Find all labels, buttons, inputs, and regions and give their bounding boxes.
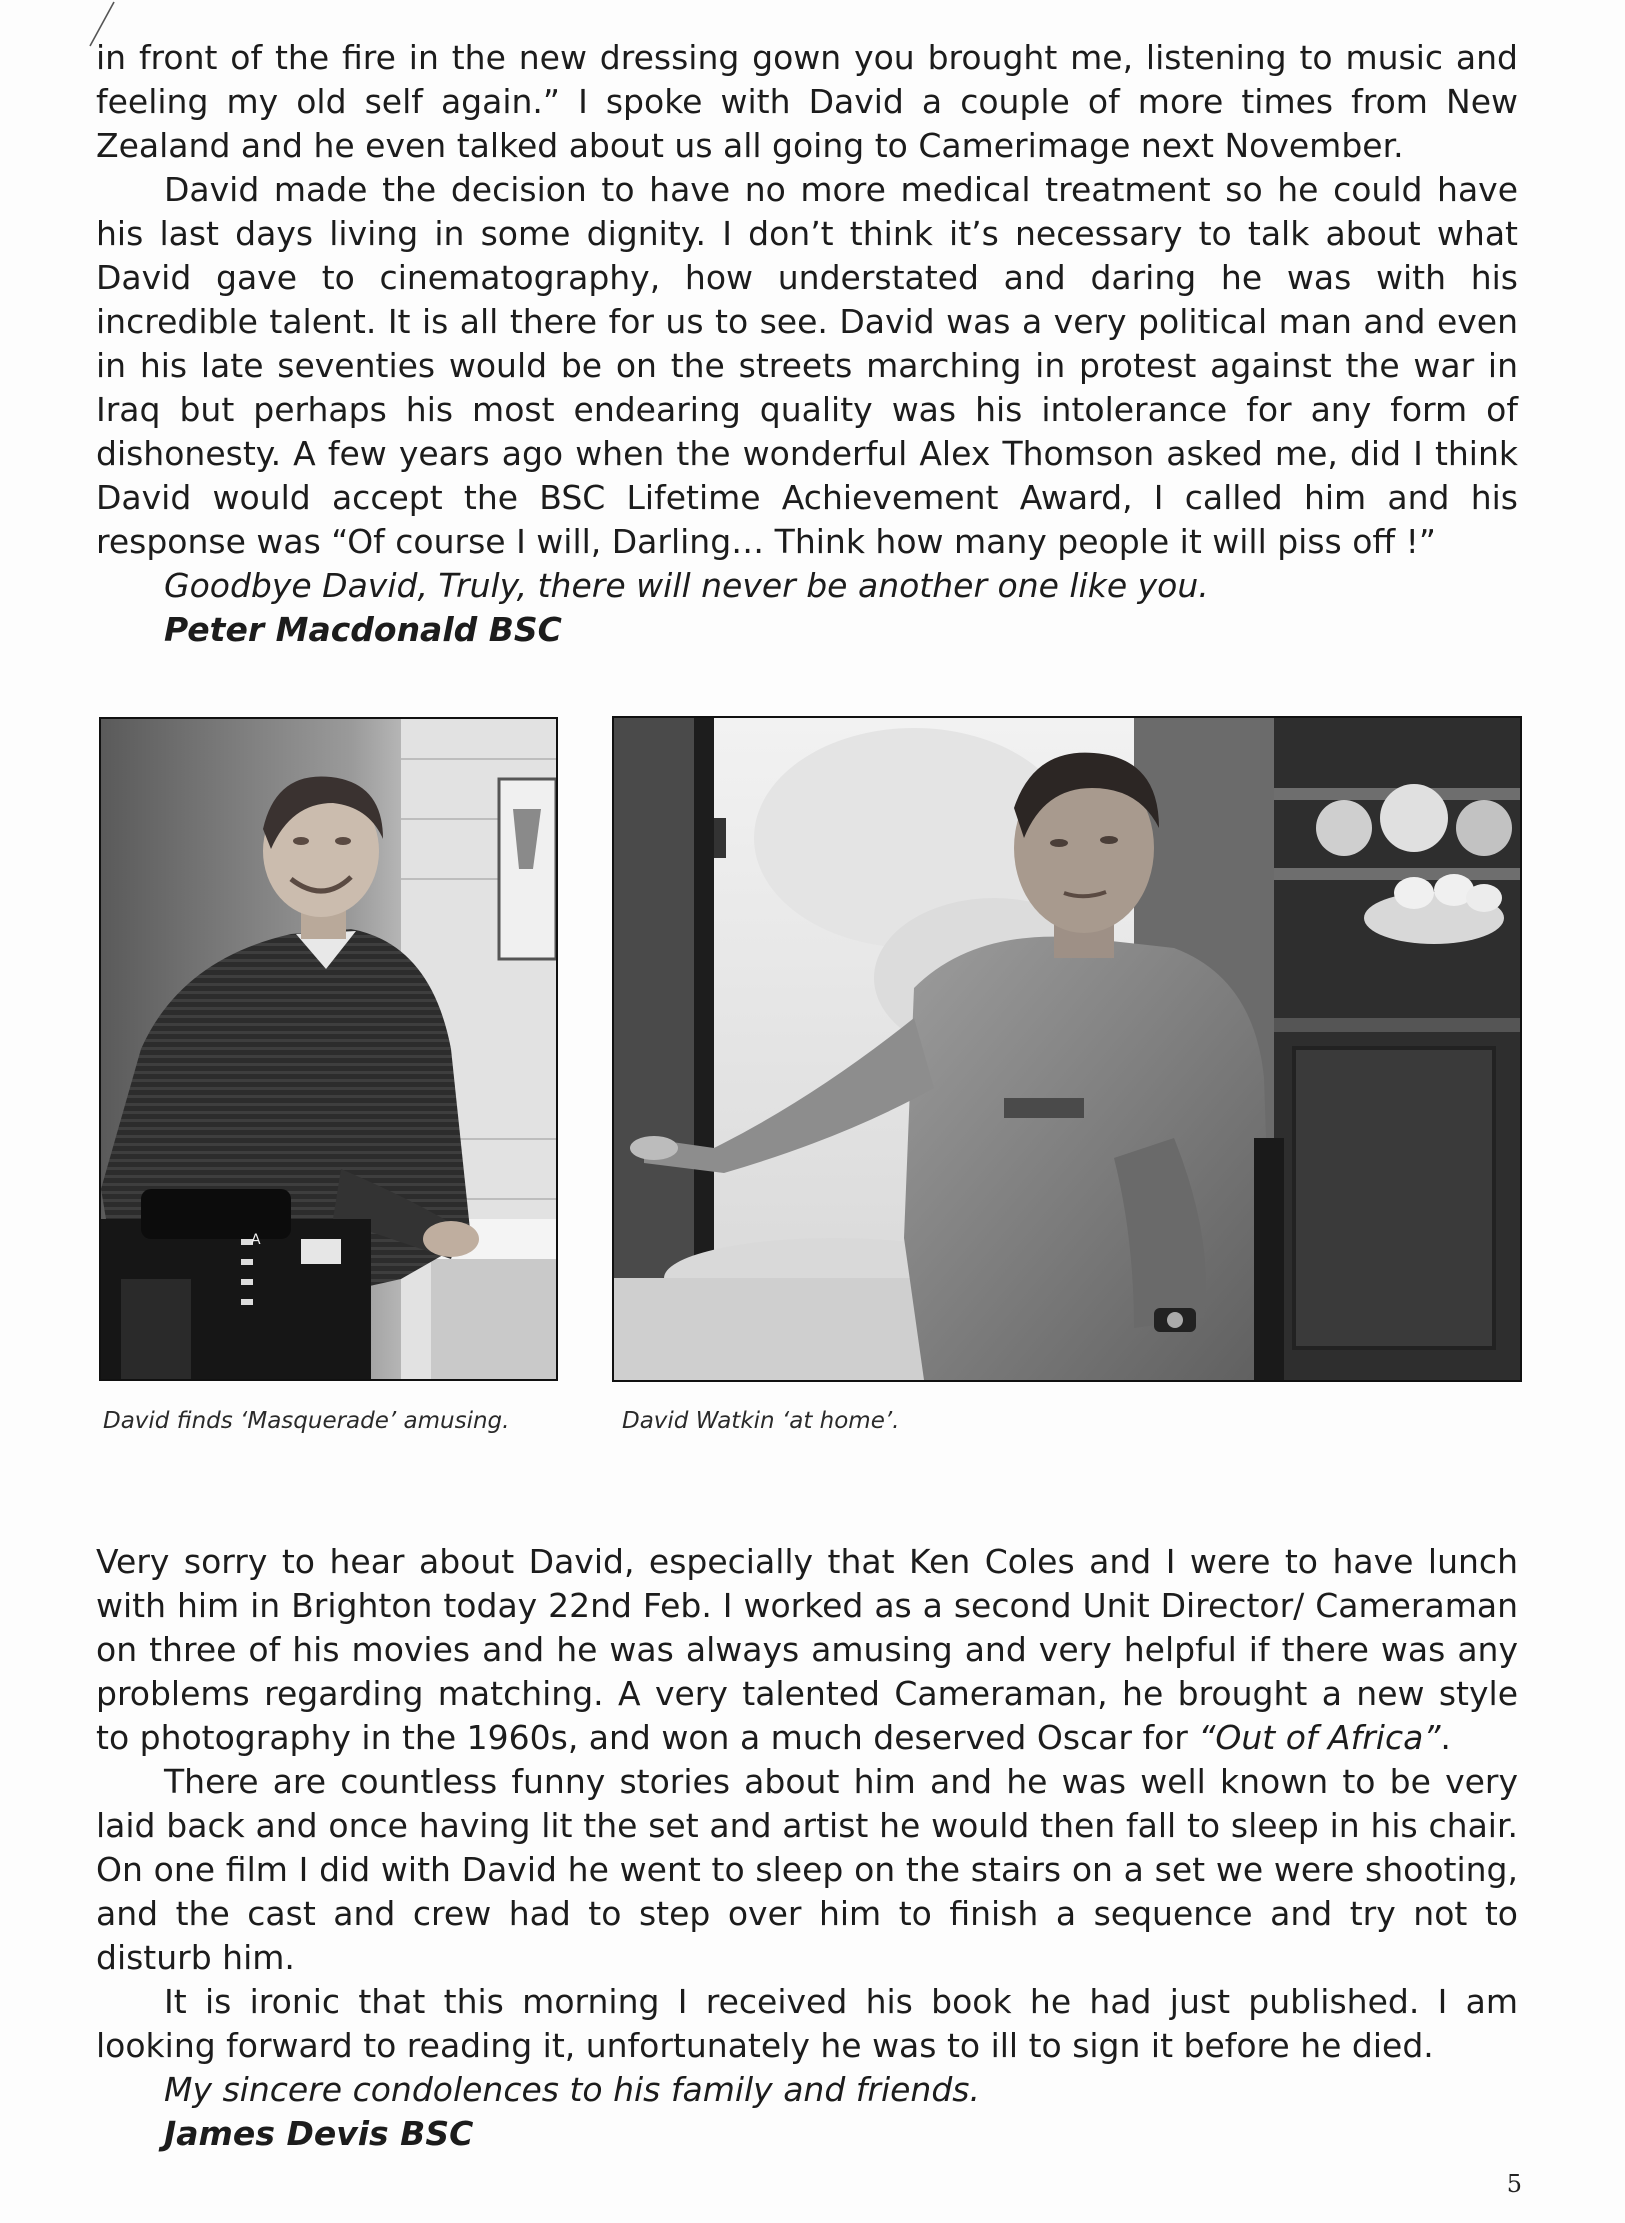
page-number: 5 (1506, 2170, 1522, 2198)
paragraph: It is ironic that this morning I received his book he had just published. I am looking forward to reading it, unfortunately he was to ill to sign it before he died. (96, 1982, 1518, 2065)
closing-line: Goodbye David, Truly, there will never be another one like you. (164, 566, 1209, 605)
tribute-peter-macdonald (96, 36, 1518, 652)
photo-david-laughing-with-camera (99, 717, 558, 1381)
paragraph: There are countless funny stories about him and he was well known to be very laid back and once having lit the set and artist he would then fall to sleep in his chair. On one film I did with David he went to sleep on the stairs on a set we were shooting, and the cast and crew had to step over him to finish a sequence and try not to disturb him. (96, 1762, 1518, 1977)
film-title: “Out of Africa” (1198, 1718, 1441, 1757)
svg-text:A: A (251, 1232, 261, 1248)
photo-david-watkin-at-home (612, 716, 1522, 1382)
photo-illustration (101, 719, 556, 1379)
photo-caption: David finds ‘Masquerade’ amusing. (103, 1408, 510, 1434)
signature: Peter Macdonald BSC (164, 610, 562, 649)
photo-caption: David Watkin ‘at home’. (622, 1408, 900, 1434)
closing-line: My sincere condolences to his family and friends. (164, 2070, 980, 2109)
paragraph: David made the decision to have no more medical treatment so he could have his last days living in some dignity. I don’t think it’s necessary to talk about what David gave to cinematography, how understated and daring he was with his incredible talent. It is all there for us to see. David was a very political man and even in his late seventies would be on the streets marching in protest against the war in Iraq but perhaps his most endearing quality was his intolerance for any form of dishonesty. A few years ago when the wonderful Alex Thomson asked me, did I think David would accept the BSC Lifetime Achievement Award, I called him and his response was “Of course I will, Darling… Think how many people it will piss off !” (96, 170, 1518, 561)
paragraph (96, 1540, 1518, 1760)
paragraph-text: . (1440, 1718, 1451, 1757)
signature: James Devis BSC (164, 2114, 474, 2153)
tribute-james-devis (96, 1540, 1518, 2156)
paragraph-text: Very sorry to hear about David, especially that Ken Coles and I were to have lunch with him in Brighton today 22nd Feb. I worked as a second Unit Director/ Cameraman on three of his movies and he was always amusing and very helpful if there was any problems regarding matching. A very talented Cameraman, he brought a new style to photography in the 1960s, and won a much deserved Oscar for (96, 1542, 1518, 1757)
paragraph: in front of the fire in the new dressing gown you brought me, listening to music and feeling my old self again.” I spoke with David a couple of more times from New Zealand and he even talked about us all going to Camerimage next November. (96, 38, 1518, 165)
photo-illustration (614, 718, 1520, 1380)
